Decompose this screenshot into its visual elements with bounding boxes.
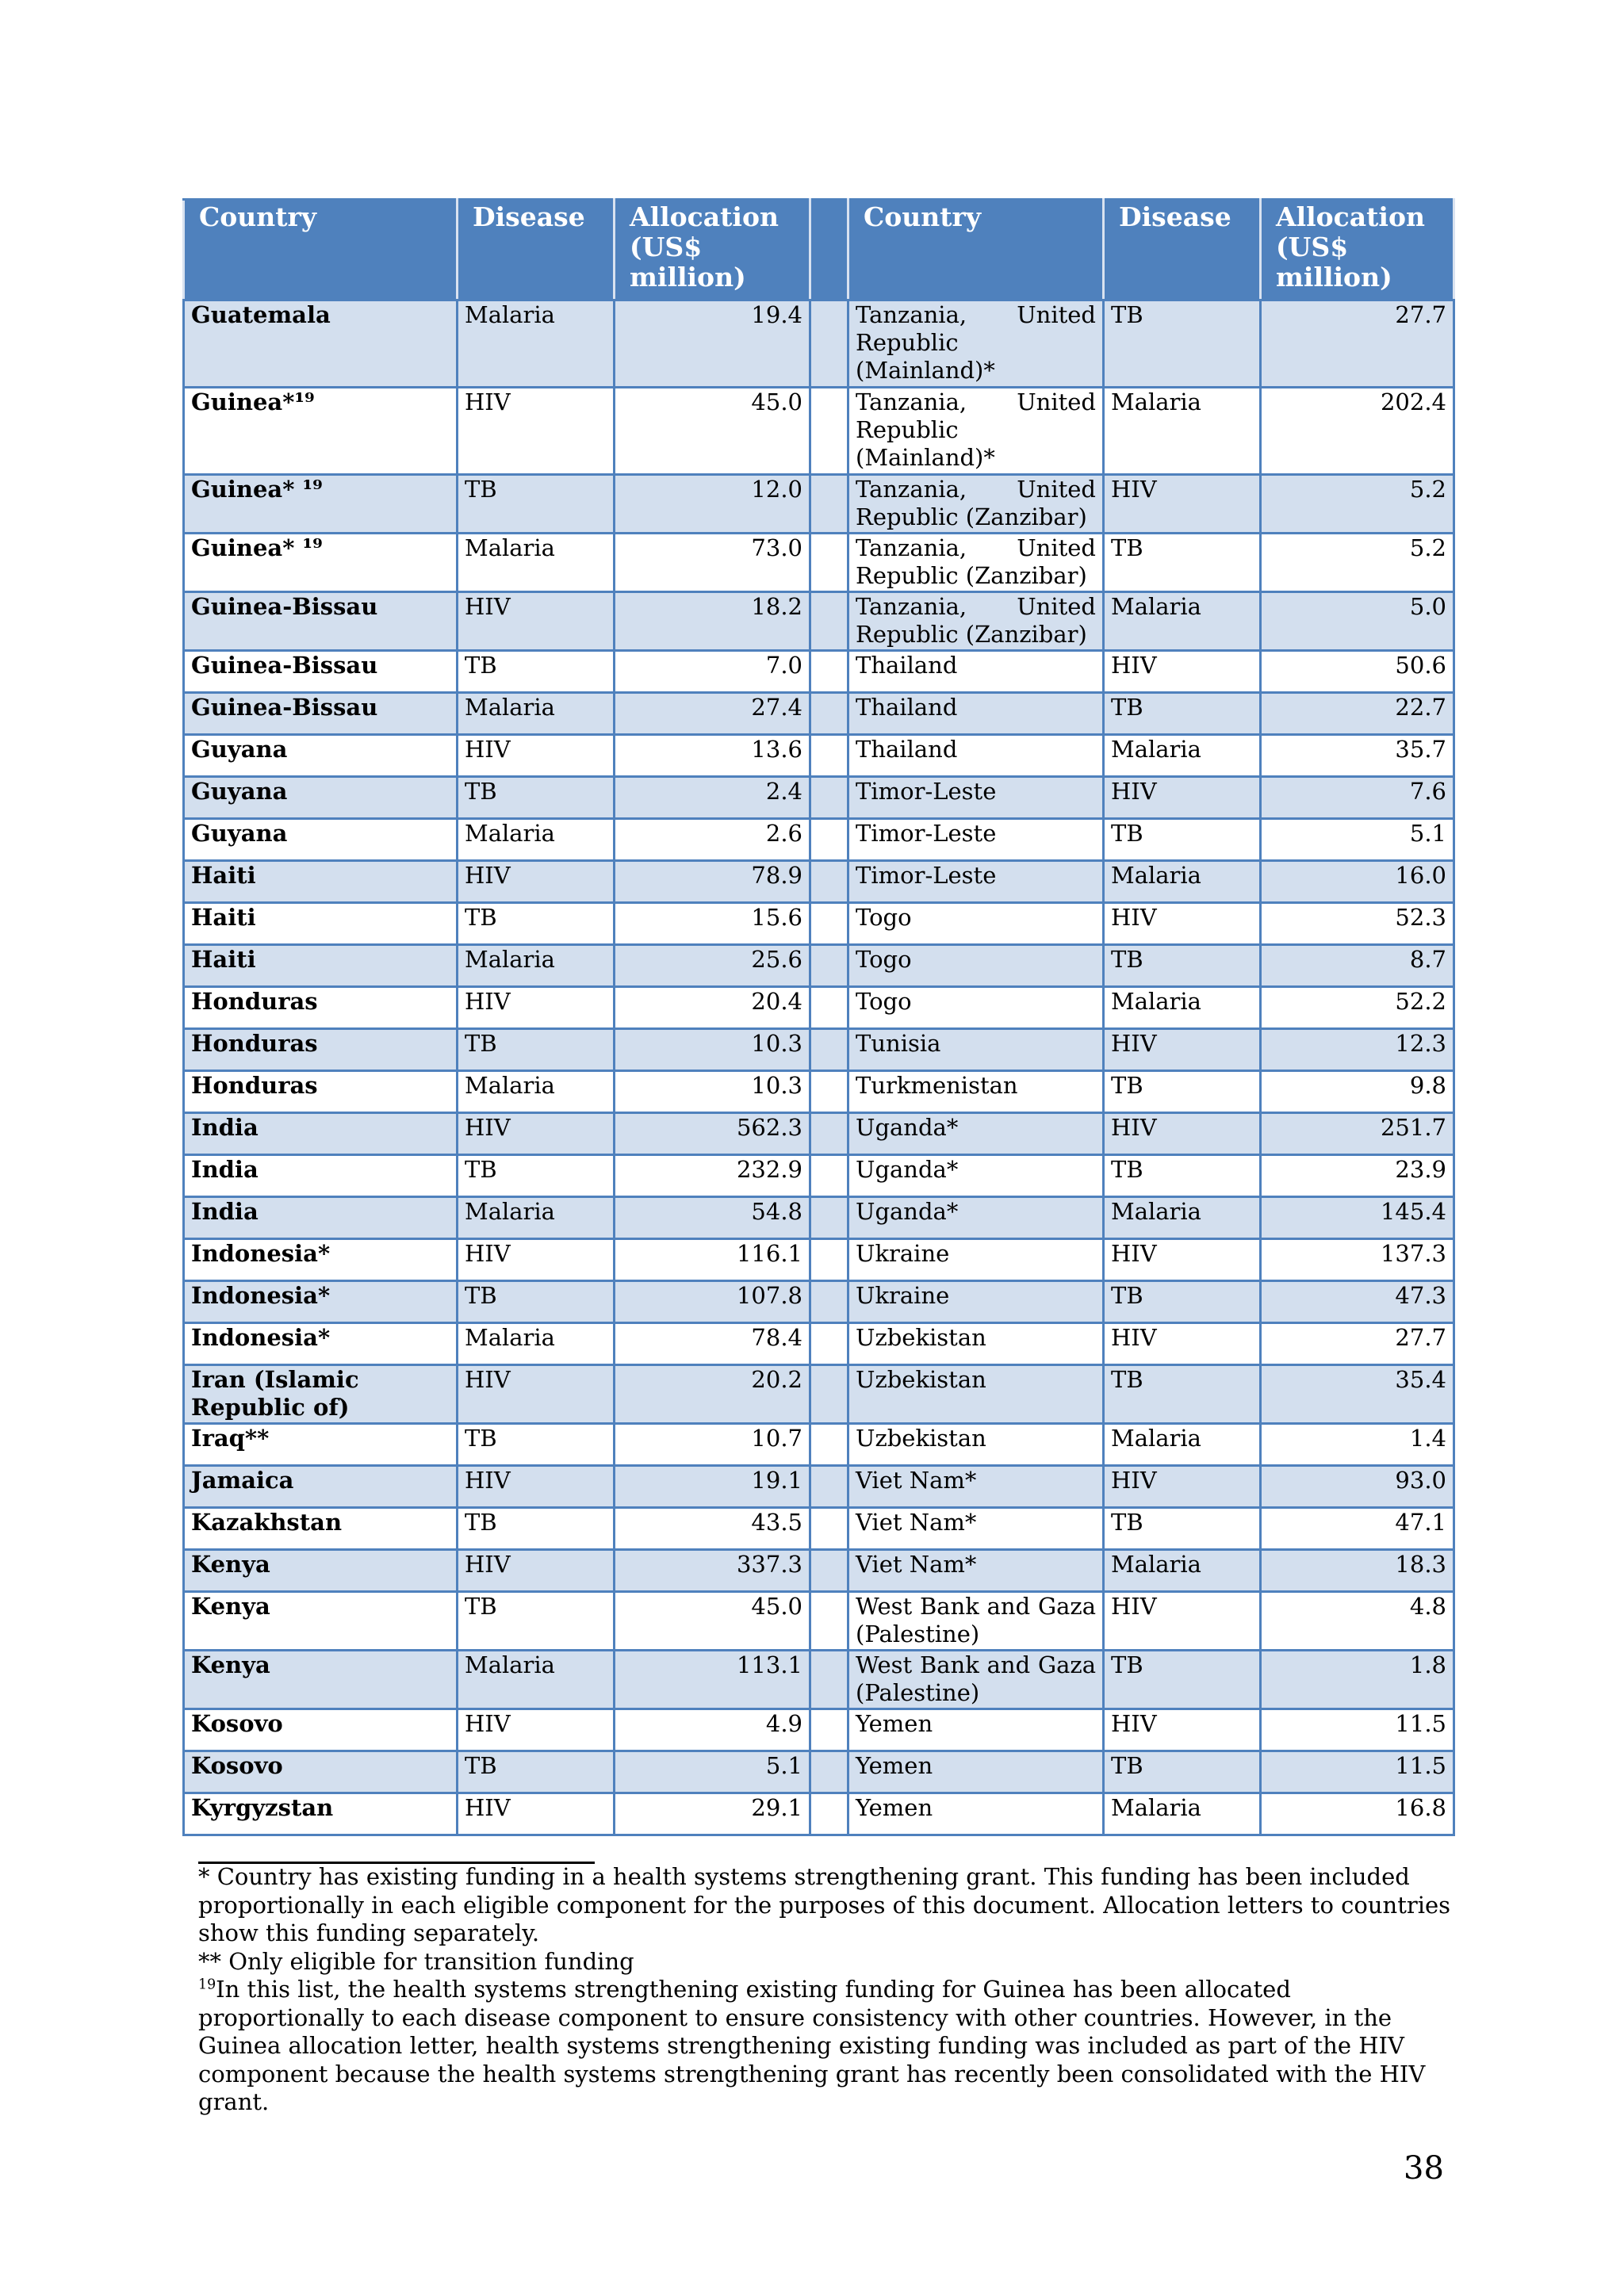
- country-cell-2: Togo: [848, 945, 1104, 987]
- allocation-cell: 45.0: [615, 388, 810, 475]
- footnote-star: * Country has existing funding in a health systems strengthening grant. This funding has been included proportionally in each eligible component for the purposes of this document. Allocation letters to countries show this funding separately.: [198, 1863, 1451, 1946]
- allocation-cell-2: 35.4: [1261, 1365, 1454, 1424]
- allocation-cell-2: 8.7: [1261, 945, 1454, 987]
- allocation-cell: 113.1: [615, 1651, 810, 1709]
- disease-cell: TB: [458, 651, 615, 693]
- allocation-cell-2: 23.9: [1261, 1155, 1454, 1197]
- country-cell: Indonesia*: [184, 1239, 458, 1281]
- allocation-cell: 10.3: [615, 1071, 810, 1113]
- spacer-cell: [810, 1550, 848, 1592]
- country-cell: Indonesia*: [184, 1281, 458, 1323]
- disease-cell: TB: [458, 903, 615, 945]
- spacer-cell: [810, 1466, 848, 1508]
- footnote-double-star: ** Only eligible for transition funding: [198, 1947, 634, 1975]
- country-cell-2: West Bank and Gaza (Palestine): [848, 1651, 1104, 1709]
- allocation-cell-2: 27.7: [1261, 1323, 1454, 1365]
- disease-cell: Malaria: [458, 1071, 615, 1113]
- allocation-cell-2: 5.2: [1261, 534, 1454, 592]
- country-cell: Guinea-Bissau: [184, 592, 458, 651]
- country-cell-2: Uzbekistan: [848, 1323, 1104, 1365]
- table-body: [184, 300, 1454, 1835]
- country-cell-2: Tunisia: [848, 1029, 1104, 1071]
- allocation-cell-2: 35.7: [1261, 735, 1454, 777]
- allocation-cell: 45.0: [615, 1592, 810, 1651]
- footnote-19-marker: 19: [198, 1976, 216, 1993]
- country-cell: Indonesia*: [184, 1323, 458, 1365]
- table-row: [184, 1592, 1454, 1651]
- disease-cell: Malaria: [458, 945, 615, 987]
- footnotes: [198, 1863, 1451, 2117]
- header-allocation-2: Allocation (US$ million): [1261, 200, 1454, 300]
- country-cell: Jamaica: [184, 1466, 458, 1508]
- country-cell-2: Tanzania, United Republic (Zanzibar): [848, 534, 1104, 592]
- allocation-cell-2: 5.2: [1261, 475, 1454, 534]
- country-cell-2: West Bank and Gaza (Palestine): [848, 1592, 1104, 1651]
- country-cell: India: [184, 1155, 458, 1197]
- allocation-table: [182, 198, 1455, 1836]
- country-cell-2: Yemen: [848, 1709, 1104, 1751]
- allocation-cell: 43.5: [615, 1508, 810, 1550]
- allocation-cell: 7.0: [615, 651, 810, 693]
- disease-cell-2: HIV: [1104, 1239, 1261, 1281]
- table-row: [184, 1424, 1454, 1466]
- allocation-cell: 10.3: [615, 1029, 810, 1071]
- spacer-cell: [810, 819, 848, 861]
- allocation-cell: 18.2: [615, 592, 810, 651]
- disease-cell: HIV: [458, 1466, 615, 1508]
- spacer-cell: [810, 1281, 848, 1323]
- disease-cell: HIV: [458, 1113, 615, 1155]
- spacer-cell: [810, 693, 848, 735]
- disease-cell: TB: [458, 777, 615, 819]
- table-row: [184, 693, 1454, 735]
- spacer-cell: [810, 534, 848, 592]
- spacer-cell: [810, 1424, 848, 1466]
- country-cell-2: Tanzania, United Republic (Zanzibar): [848, 592, 1104, 651]
- table-row: [184, 1709, 1454, 1751]
- disease-cell: HIV: [458, 1365, 615, 1424]
- disease-cell: HIV: [458, 861, 615, 903]
- allocation-cell-2: 11.5: [1261, 1751, 1454, 1793]
- disease-cell-2: Malaria: [1104, 1793, 1261, 1835]
- disease-cell: TB: [458, 1281, 615, 1323]
- allocation-cell-2: 16.0: [1261, 861, 1454, 903]
- disease-cell-2: Malaria: [1104, 592, 1261, 651]
- disease-cell-2: TB: [1104, 534, 1261, 592]
- header-spacer: [810, 200, 848, 300]
- spacer-cell: [810, 475, 848, 534]
- spacer-cell: [810, 735, 848, 777]
- allocation-cell: 107.8: [615, 1281, 810, 1323]
- disease-cell-2: Malaria: [1104, 987, 1261, 1029]
- country-cell: Guinea*¹⁹: [184, 388, 458, 475]
- allocation-cell-2: 12.3: [1261, 1029, 1454, 1071]
- spacer-cell: [810, 1709, 848, 1751]
- country-cell: Guinea-Bissau: [184, 693, 458, 735]
- disease-cell: TB: [458, 1751, 615, 1793]
- table-row: [184, 1651, 1454, 1709]
- table-row: [184, 903, 1454, 945]
- country-cell: Kyrgyzstan: [184, 1793, 458, 1835]
- allocation-cell-2: 27.7: [1261, 300, 1454, 388]
- country-cell-2: Yemen: [848, 1793, 1104, 1835]
- allocation-cell: 562.3: [615, 1113, 810, 1155]
- table-row: [184, 777, 1454, 819]
- spacer-cell: [810, 1323, 848, 1365]
- spacer-cell: [810, 1651, 848, 1709]
- country-cell: Guyana: [184, 777, 458, 819]
- allocation-cell-2: 1.8: [1261, 1651, 1454, 1709]
- allocation-cell: 20.4: [615, 987, 810, 1029]
- table-row: [184, 861, 1454, 903]
- spacer-cell: [810, 1365, 848, 1424]
- allocation-cell: 13.6: [615, 735, 810, 777]
- disease-cell-2: HIV: [1104, 1029, 1261, 1071]
- spacer-cell: [810, 388, 848, 475]
- allocation-cell-2: 52.3: [1261, 903, 1454, 945]
- allocation-cell: 20.2: [615, 1365, 810, 1424]
- allocation-cell: 15.6: [615, 903, 810, 945]
- spacer-cell: [810, 1793, 848, 1835]
- disease-cell: HIV: [458, 592, 615, 651]
- country-cell: Guatemala: [184, 300, 458, 388]
- country-cell: Guyana: [184, 735, 458, 777]
- table-row: [184, 1550, 1454, 1592]
- allocation-cell: 232.9: [615, 1155, 810, 1197]
- disease-cell-2: HIV: [1104, 1466, 1261, 1508]
- allocation-cell: 337.3: [615, 1550, 810, 1592]
- allocation-cell-2: 47.3: [1261, 1281, 1454, 1323]
- disease-cell-2: HIV: [1104, 1113, 1261, 1155]
- table-row: [184, 388, 1454, 475]
- table-row: [184, 987, 1454, 1029]
- allocation-cell-2: 1.4: [1261, 1424, 1454, 1466]
- disease-cell: TB: [458, 1155, 615, 1197]
- disease-cell: HIV: [458, 388, 615, 475]
- country-cell-2: Timor-Leste: [848, 861, 1104, 903]
- spacer-cell: [810, 777, 848, 819]
- header-country-2: Country: [848, 200, 1104, 300]
- allocation-cell: 2.6: [615, 819, 810, 861]
- disease-cell-2: Malaria: [1104, 1424, 1261, 1466]
- spacer-cell: [810, 903, 848, 945]
- allocation-cell: 78.4: [615, 1323, 810, 1365]
- country-cell-2: Viet Nam*: [848, 1466, 1104, 1508]
- country-cell-2: Viet Nam*: [848, 1508, 1104, 1550]
- disease-cell-2: TB: [1104, 1071, 1261, 1113]
- table-header-row: [184, 200, 1454, 300]
- country-cell-2: Thailand: [848, 693, 1104, 735]
- disease-cell-2: Malaria: [1104, 1197, 1261, 1239]
- spacer-cell: [810, 592, 848, 651]
- disease-cell: Malaria: [458, 1323, 615, 1365]
- country-cell-2: Tanzania, United Republic (Mainland)*: [848, 388, 1104, 475]
- country-cell-2: Uzbekistan: [848, 1365, 1104, 1424]
- table-row: [184, 945, 1454, 987]
- disease-cell: Malaria: [458, 819, 615, 861]
- table-row: [184, 1155, 1454, 1197]
- country-cell: India: [184, 1113, 458, 1155]
- table-row: [184, 1508, 1454, 1550]
- allocation-cell-2: 16.8: [1261, 1793, 1454, 1835]
- allocation-cell-2: 52.2: [1261, 987, 1454, 1029]
- disease-cell-2: TB: [1104, 1751, 1261, 1793]
- disease-cell-2: TB: [1104, 1281, 1261, 1323]
- spacer-cell: [810, 987, 848, 1029]
- allocation-cell: 73.0: [615, 534, 810, 592]
- allocation-cell: 27.4: [615, 693, 810, 735]
- country-cell: Honduras: [184, 1071, 458, 1113]
- disease-cell-2: TB: [1104, 945, 1261, 987]
- country-cell: Honduras: [184, 1029, 458, 1071]
- country-cell-2: Togo: [848, 903, 1104, 945]
- spacer-cell: [810, 1751, 848, 1793]
- table-row: [184, 1197, 1454, 1239]
- disease-cell-2: Malaria: [1104, 735, 1261, 777]
- spacer-cell: [810, 1029, 848, 1071]
- disease-cell: HIV: [458, 735, 615, 777]
- country-cell-2: Togo: [848, 987, 1104, 1029]
- disease-cell: TB: [458, 1508, 615, 1550]
- country-cell: Iran (Islamic Republic of): [184, 1365, 458, 1424]
- country-cell-2: Ukraine: [848, 1239, 1104, 1281]
- country-cell: Iraq**: [184, 1424, 458, 1466]
- allocation-cell-2: 7.6: [1261, 777, 1454, 819]
- header-disease: Disease: [458, 200, 615, 300]
- allocation-cell: 19.4: [615, 300, 810, 388]
- disease-cell: TB: [458, 1592, 615, 1651]
- footnote-19-text: In this list, the health systems strengthening existing funding for Guinea has been allocated proportionally to each disease component to ensure consistency with other countries. However, in the Guinea allocation letter, health systems strengthening existing funding was included as part of the HIV component because the health systems strengthening grant has recently been consolidated with the HIV grant.: [198, 1976, 1426, 2115]
- disease-cell: Malaria: [458, 1651, 615, 1709]
- table-row: [184, 300, 1454, 388]
- allocation-cell-2: 9.8: [1261, 1071, 1454, 1113]
- disease-cell-2: Malaria: [1104, 388, 1261, 475]
- country-cell-2: Viet Nam*: [848, 1550, 1104, 1592]
- disease-cell: Malaria: [458, 300, 615, 388]
- table-row: [184, 475, 1454, 534]
- disease-cell-2: HIV: [1104, 777, 1261, 819]
- disease-cell: HIV: [458, 1239, 615, 1281]
- country-cell-2: Uganda*: [848, 1197, 1104, 1239]
- country-cell-2: Timor-Leste: [848, 819, 1104, 861]
- country-cell: Haiti: [184, 861, 458, 903]
- table-row: [184, 1365, 1454, 1424]
- country-cell-2: Uzbekistan: [848, 1424, 1104, 1466]
- allocation-cell-2: 47.1: [1261, 1508, 1454, 1550]
- disease-cell: Malaria: [458, 1197, 615, 1239]
- table-row: [184, 651, 1454, 693]
- table-row: [184, 1751, 1454, 1793]
- allocation-cell: 10.7: [615, 1424, 810, 1466]
- allocation-cell: 29.1: [615, 1793, 810, 1835]
- country-cell: Guinea* ¹⁹: [184, 475, 458, 534]
- allocation-cell: 19.1: [615, 1466, 810, 1508]
- allocation-cell: 12.0: [615, 475, 810, 534]
- allocation-cell-2: 145.4: [1261, 1197, 1454, 1239]
- country-cell-2: Thailand: [848, 735, 1104, 777]
- disease-cell: Malaria: [458, 534, 615, 592]
- allocation-cell-2: 251.7: [1261, 1113, 1454, 1155]
- allocation-cell: 2.4: [615, 777, 810, 819]
- footnote-19: [198, 1976, 1451, 2117]
- spacer-cell: [810, 300, 848, 388]
- spacer-cell: [810, 861, 848, 903]
- allocation-cell: 25.6: [615, 945, 810, 987]
- disease-cell-2: Malaria: [1104, 1550, 1261, 1592]
- spacer-cell: [810, 1508, 848, 1550]
- spacer-cell: [810, 1197, 848, 1239]
- country-cell-2: Tanzania, United Republic (Mainland)*: [848, 300, 1104, 388]
- disease-cell-2: Malaria: [1104, 861, 1261, 903]
- allocation-cell: 54.8: [615, 1197, 810, 1239]
- table-row: [184, 1323, 1454, 1365]
- country-cell: Haiti: [184, 903, 458, 945]
- table-row: [184, 1071, 1454, 1113]
- country-cell: Kenya: [184, 1651, 458, 1709]
- allocation-cell-2: 4.8: [1261, 1592, 1454, 1651]
- spacer-cell: [810, 1592, 848, 1651]
- disease-cell-2: TB: [1104, 1508, 1261, 1550]
- country-cell: Haiti: [184, 945, 458, 987]
- allocation-cell-2: 22.7: [1261, 693, 1454, 735]
- spacer-cell: [810, 1071, 848, 1113]
- disease-cell-2: TB: [1104, 693, 1261, 735]
- disease-cell: TB: [458, 1029, 615, 1071]
- country-cell: Guinea* ¹⁹: [184, 534, 458, 592]
- disease-cell: TB: [458, 1424, 615, 1466]
- table-row: [184, 1239, 1454, 1281]
- header-disease-2: Disease: [1104, 200, 1261, 300]
- allocation-cell: 4.9: [615, 1709, 810, 1751]
- allocation-cell-2: 50.6: [1261, 651, 1454, 693]
- spacer-cell: [810, 1155, 848, 1197]
- country-cell: Honduras: [184, 987, 458, 1029]
- spacer-cell: [810, 1239, 848, 1281]
- country-cell: Guyana: [184, 819, 458, 861]
- page-number: 38: [1404, 2150, 1444, 2187]
- disease-cell-2: HIV: [1104, 475, 1261, 534]
- allocation-cell-2: 11.5: [1261, 1709, 1454, 1751]
- disease-cell: TB: [458, 475, 615, 534]
- spacer-cell: [810, 651, 848, 693]
- table-row: [184, 1281, 1454, 1323]
- allocation-cell-2: 5.1: [1261, 819, 1454, 861]
- allocation-cell-2: 93.0: [1261, 1466, 1454, 1508]
- spacer-cell: [810, 945, 848, 987]
- disease-cell-2: TB: [1104, 300, 1261, 388]
- disease-cell: HIV: [458, 1550, 615, 1592]
- allocation-cell-2: 202.4: [1261, 388, 1454, 475]
- table-row: [184, 1029, 1454, 1071]
- country-cell-2: Ukraine: [848, 1281, 1104, 1323]
- allocation-cell-2: 137.3: [1261, 1239, 1454, 1281]
- country-cell: Kenya: [184, 1550, 458, 1592]
- table-row: [184, 1793, 1454, 1835]
- country-cell-2: Yemen: [848, 1751, 1104, 1793]
- disease-cell-2: TB: [1104, 1651, 1261, 1709]
- country-cell-2: Uganda*: [848, 1113, 1104, 1155]
- disease-cell-2: HIV: [1104, 1323, 1261, 1365]
- country-cell-2: Timor-Leste: [848, 777, 1104, 819]
- country-cell: Kosovo: [184, 1709, 458, 1751]
- table-row: [184, 1113, 1454, 1155]
- country-cell-2: Thailand: [848, 651, 1104, 693]
- header-country: Country: [184, 200, 458, 300]
- table-row: [184, 735, 1454, 777]
- disease-cell-2: TB: [1104, 1155, 1261, 1197]
- table-row: [184, 592, 1454, 651]
- table-row: [184, 819, 1454, 861]
- country-cell: Kosovo: [184, 1751, 458, 1793]
- country-cell: Guinea-Bissau: [184, 651, 458, 693]
- table-row: [184, 534, 1454, 592]
- country-cell: Kazakhstan: [184, 1508, 458, 1550]
- disease-cell-2: HIV: [1104, 651, 1261, 693]
- allocation-cell: 116.1: [615, 1239, 810, 1281]
- disease-cell: HIV: [458, 1709, 615, 1751]
- country-cell-2: Uganda*: [848, 1155, 1104, 1197]
- disease-cell-2: TB: [1104, 819, 1261, 861]
- allocation-cell-2: 18.3: [1261, 1550, 1454, 1592]
- disease-cell-2: HIV: [1104, 1592, 1261, 1651]
- disease-cell: HIV: [458, 987, 615, 1029]
- disease-cell-2: HIV: [1104, 1709, 1261, 1751]
- disease-cell: Malaria: [458, 693, 615, 735]
- country-cell: India: [184, 1197, 458, 1239]
- spacer-cell: [810, 1113, 848, 1155]
- country-cell-2: Tanzania, United Republic (Zanzibar): [848, 475, 1104, 534]
- disease-cell: HIV: [458, 1793, 615, 1835]
- allocation-cell: 78.9: [615, 861, 810, 903]
- country-cell: Kenya: [184, 1592, 458, 1651]
- allocation-cell-2: 5.0: [1261, 592, 1454, 651]
- disease-cell-2: TB: [1104, 1365, 1261, 1424]
- header-allocation: Allocation (US$ million): [615, 200, 810, 300]
- country-cell-2: Turkmenistan: [848, 1071, 1104, 1113]
- table-row: [184, 1466, 1454, 1508]
- allocation-cell: 5.1: [615, 1751, 810, 1793]
- disease-cell-2: HIV: [1104, 903, 1261, 945]
